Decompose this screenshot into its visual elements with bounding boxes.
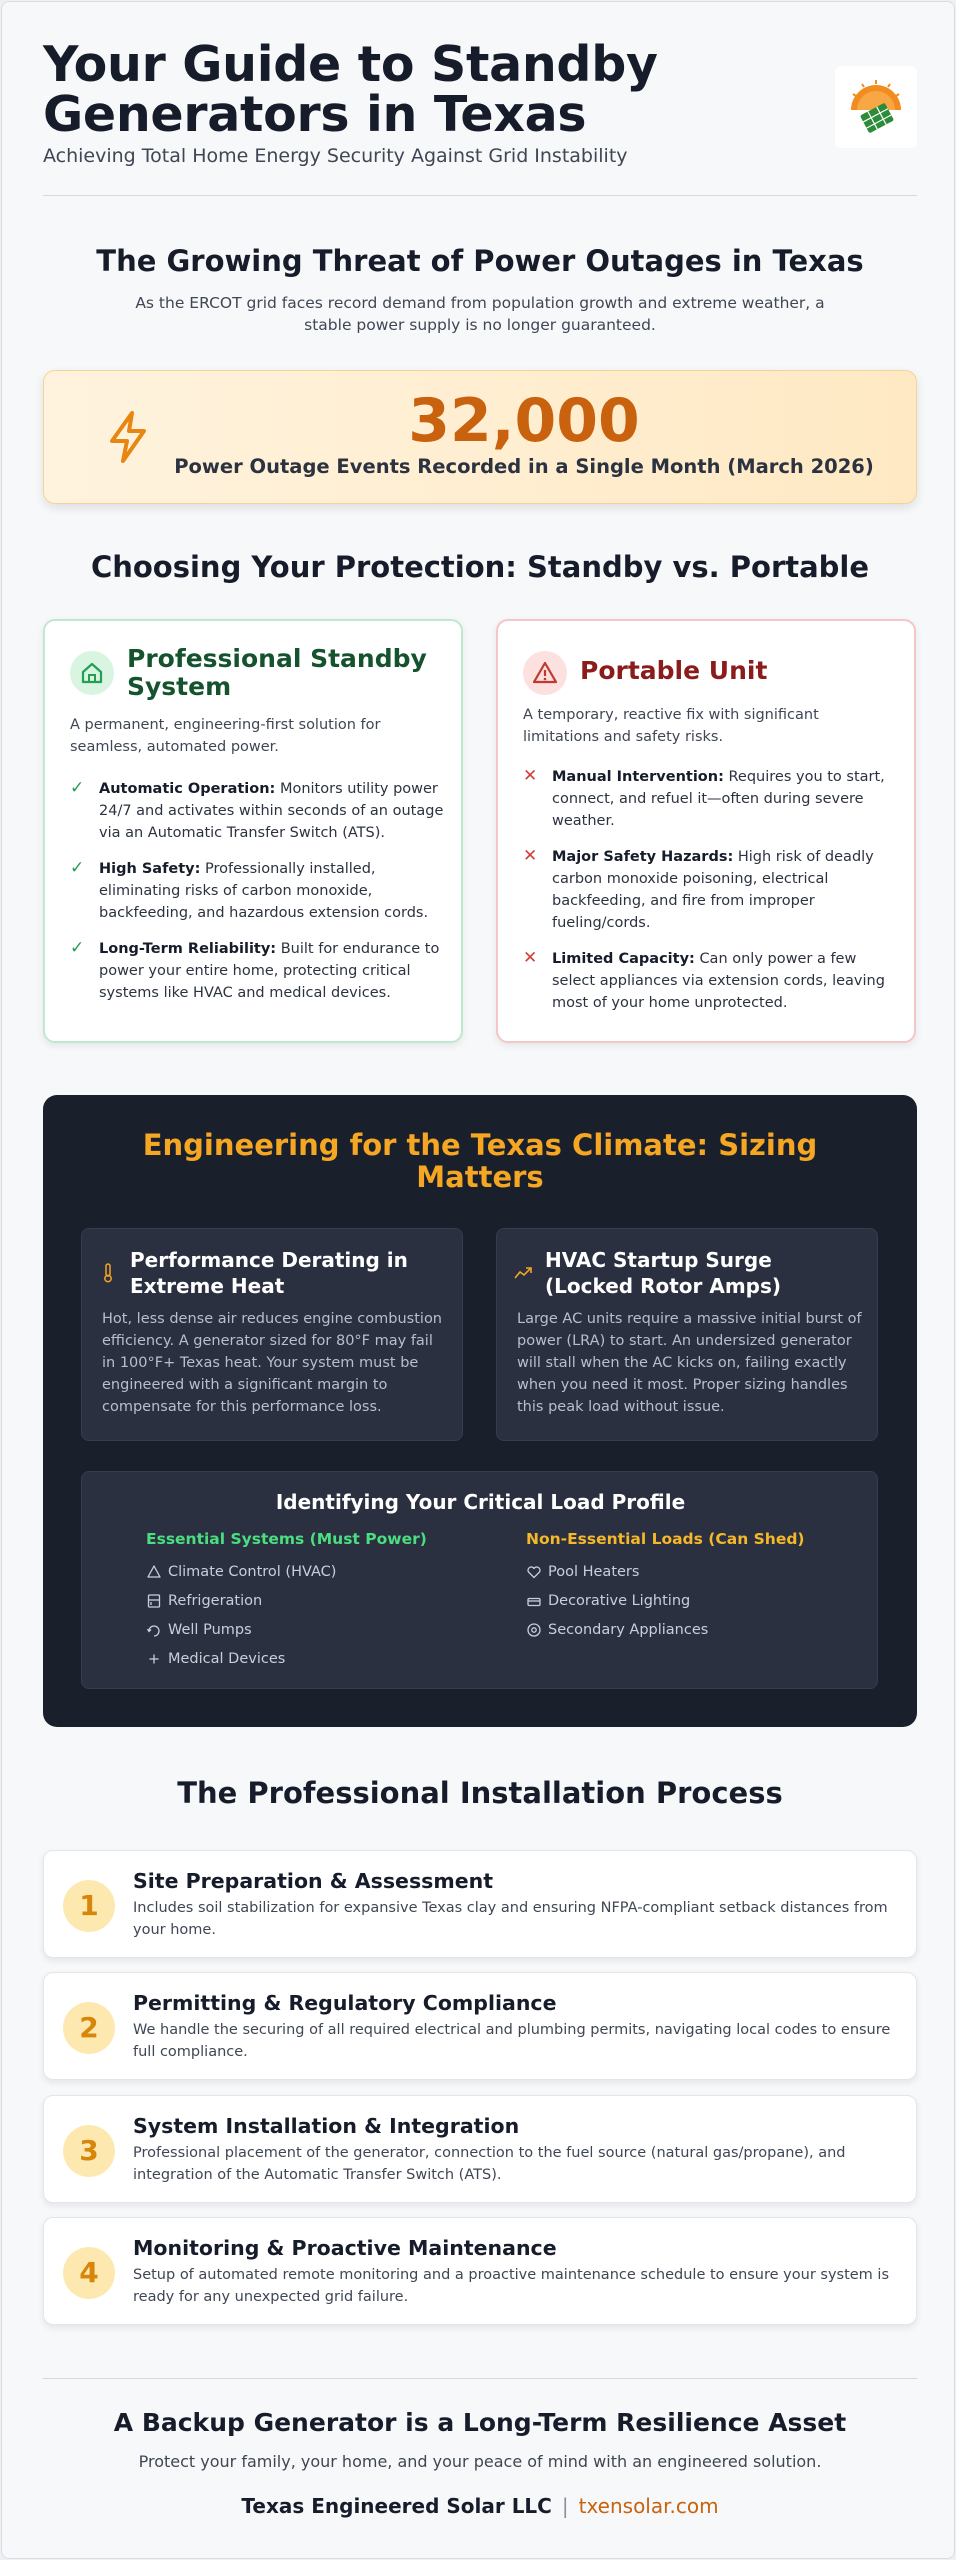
company-logo <box>835 66 917 148</box>
x-mark-icon: ✕ <box>523 766 538 786</box>
feature-label: Automatic Operation: <box>99 781 276 797</box>
step-number-badge: 1 <box>63 1880 115 1932</box>
feature-text: Requires you to start, connect, and refuel it—often during severe weather. <box>552 769 885 829</box>
feature-text: Professionally installed, eliminating risks of carbon monoxide, backfeeding, and hazardous extension cords. <box>99 861 429 921</box>
standby-badge <box>70 651 114 695</box>
step-description: We handle the securing of all required electrical and plumbing permits, navigating local codes to ensure full compliance. <box>133 2022 891 2060</box>
threat-description: As the ERCOT grid faces record demand from population growth and extreme weather, a stable power supply is no longer guaranteed. <box>135 294 825 334</box>
step-number-badge: 4 <box>63 2247 115 2299</box>
outage-stat-card <box>43 370 917 504</box>
pump-icon <box>146 1622 162 1638</box>
snowflake-icon <box>146 1564 162 1580</box>
climate-section-title: Engineering for the Texas Climate: Sizing Matters <box>142 1128 818 1194</box>
process-step <box>43 1850 917 1958</box>
surge-card <box>496 1228 878 1441</box>
derating-title: Performance Derating in Extreme Heat <box>130 1248 408 1298</box>
step-description: Professional placement of the generator, connection to the fuel source (natural gas/propane), and integration of the Automatic Transfer Switch (ATS). <box>133 2145 846 2183</box>
footer-subtitle: Protect your family, your home, and your peace of mind with an engineered solution. <box>138 2452 822 2471</box>
x-mark-icon: ✕ <box>523 948 538 968</box>
feature-text: Built for endurance to power your entire home, protecting critical systems like HVAC and medical devices. <box>99 941 440 1001</box>
portable-unit-card <box>496 619 916 1043</box>
feature-text: High risk of deadly carbon monoxide poisoning, electrical backfeeding, and fire from improper fueling/cords. <box>552 849 874 931</box>
nonessential-loads-heading: Non-Essential Loads (Can Shed) <box>526 1530 805 1548</box>
heart-icon <box>526 1564 542 1580</box>
essential-systems-heading: Essential Systems (Must Power) <box>146 1530 427 1548</box>
plus-icon <box>146 1651 162 1667</box>
feature-text: Monitors utility power 24/7 and activates within seconds of an outage via an Automatic Transfer Switch (ATS). <box>99 781 444 841</box>
thermometer-icon <box>99 1263 117 1283</box>
threat-section-title: The Growing Threat of Power Outages in Texas <box>96 244 864 278</box>
portable-card-title: Portable Unit <box>580 656 768 685</box>
standby-card-description: A permanent, engineering-first solution for seamless, automated power. <box>70 717 381 755</box>
check-icon: ✓ <box>70 858 85 878</box>
derating-card <box>81 1228 463 1441</box>
feature-label: Major Safety Hazards: <box>552 849 734 865</box>
refrigerator-icon <box>146 1593 162 1609</box>
infographic-page <box>1 1 955 2559</box>
portable-card-description: A temporary, reactive fix with significant limitations and safety risks. <box>523 707 819 745</box>
footer-divider <box>43 2378 917 2379</box>
check-icon: ✓ <box>70 938 85 958</box>
comparison-section-title: Choosing Your Protection: Standby vs. Portable <box>90 550 870 584</box>
load-profile-card: Identifying Your Critical Load Profile Essential Systems (Must Power) Non-Essential Loads (Can Shed) Climate Control (HVAC) Refrigeration Well Pumps Medical Devices Pool Heaters Decorative Lighting Secondary Appliances <box>81 1471 878 1689</box>
footer-contact <box>43 2494 917 2518</box>
surge-text: Large AC units require a massive initial burst of power (LRA) to start. An undersized generator will stall when the AC kicks on, failing exactly when you need it most. Proper sizing handles this peak load without issue. <box>517 1311 862 1415</box>
step-description: Includes soil stabilization for expansive Texas clay and ensuring NFPA-compliant setback distances from your home. <box>133 1900 888 1938</box>
home-icon <box>70 651 114 695</box>
load-profile-title: Identifying Your Critical Load Profile <box>275 1490 686 1514</box>
step-title: Monitoring & Proactive Maintenance <box>133 2236 557 2260</box>
lightning-bolt-icon <box>98 407 158 467</box>
step-number-badge: 2 <box>63 2002 115 2054</box>
texas-climate-section <box>43 1095 917 1727</box>
feature-label: Limited Capacity: <box>552 951 695 967</box>
footer-title: A Backup Generator is a Long-Term Resilience Asset <box>113 2408 847 2437</box>
company-name: Texas Engineered Solar LLC <box>241 2494 552 2518</box>
feature-label: High Safety: <box>99 861 201 877</box>
step-title: Site Preparation & Assessment <box>133 1869 494 1893</box>
step-title: System Installation & Integration <box>133 2114 520 2138</box>
feature-label: Manual Intervention: <box>552 769 724 785</box>
circle-dot-icon <box>526 1622 542 1638</box>
portable-badge <box>523 651 567 695</box>
standby-card-title: Professional Standby System <box>127 644 427 701</box>
outage-stat-value: 32,000 <box>408 386 640 456</box>
header-divider <box>43 195 917 196</box>
check-icon: ✓ <box>70 778 85 798</box>
standby-system-card <box>43 619 463 1043</box>
surge-title: HVAC Startup Surge (Locked Rotor Amps) <box>545 1248 782 1298</box>
step-title: Permitting & Regulatory Compliance <box>133 1991 557 2015</box>
lamp-icon <box>526 1593 542 1609</box>
process-step <box>43 2217 917 2325</box>
warning-triangle-icon <box>523 651 567 695</box>
outage-stat-label: Power Outage Events Recorded in a Single Month (March 2026) <box>174 455 874 478</box>
process-section-title: The Professional Installation Process <box>177 1776 783 1810</box>
page-title: Your Guide to Standby Generators in Texas <box>43 36 658 143</box>
footer-separator: | <box>561 2494 569 2518</box>
sun-solar-logo-icon <box>835 66 917 148</box>
process-step <box>43 1972 917 2080</box>
step-number-badge: 3 <box>63 2125 115 2177</box>
step-description: Setup of automated remote monitoring and a proactive maintenance schedule to ensure your system is ready for any unexpected grid failure. <box>133 2267 889 2305</box>
trending-up-icon <box>514 1263 532 1283</box>
x-mark-icon: ✕ <box>523 846 538 866</box>
derating-text: Hot, less dense air reduces engine combustion efficiency. A generator sized for 80°F may fail in 100°F+ Texas heat. Your system must be engineered with a significant margin to compensate for this performance loss. <box>102 1311 442 1415</box>
website-link[interactable]: txensolar.com <box>578 2494 719 2518</box>
process-step <box>43 2095 917 2203</box>
page-subtitle: Achieving Total Home Energy Security Against Grid Instability <box>43 145 628 167</box>
feature-label: Long-Term Reliability: <box>99 941 277 957</box>
feature-text: Can only power a few select appliances via extension cords, leaving most of your home unprotected. <box>552 951 885 1011</box>
